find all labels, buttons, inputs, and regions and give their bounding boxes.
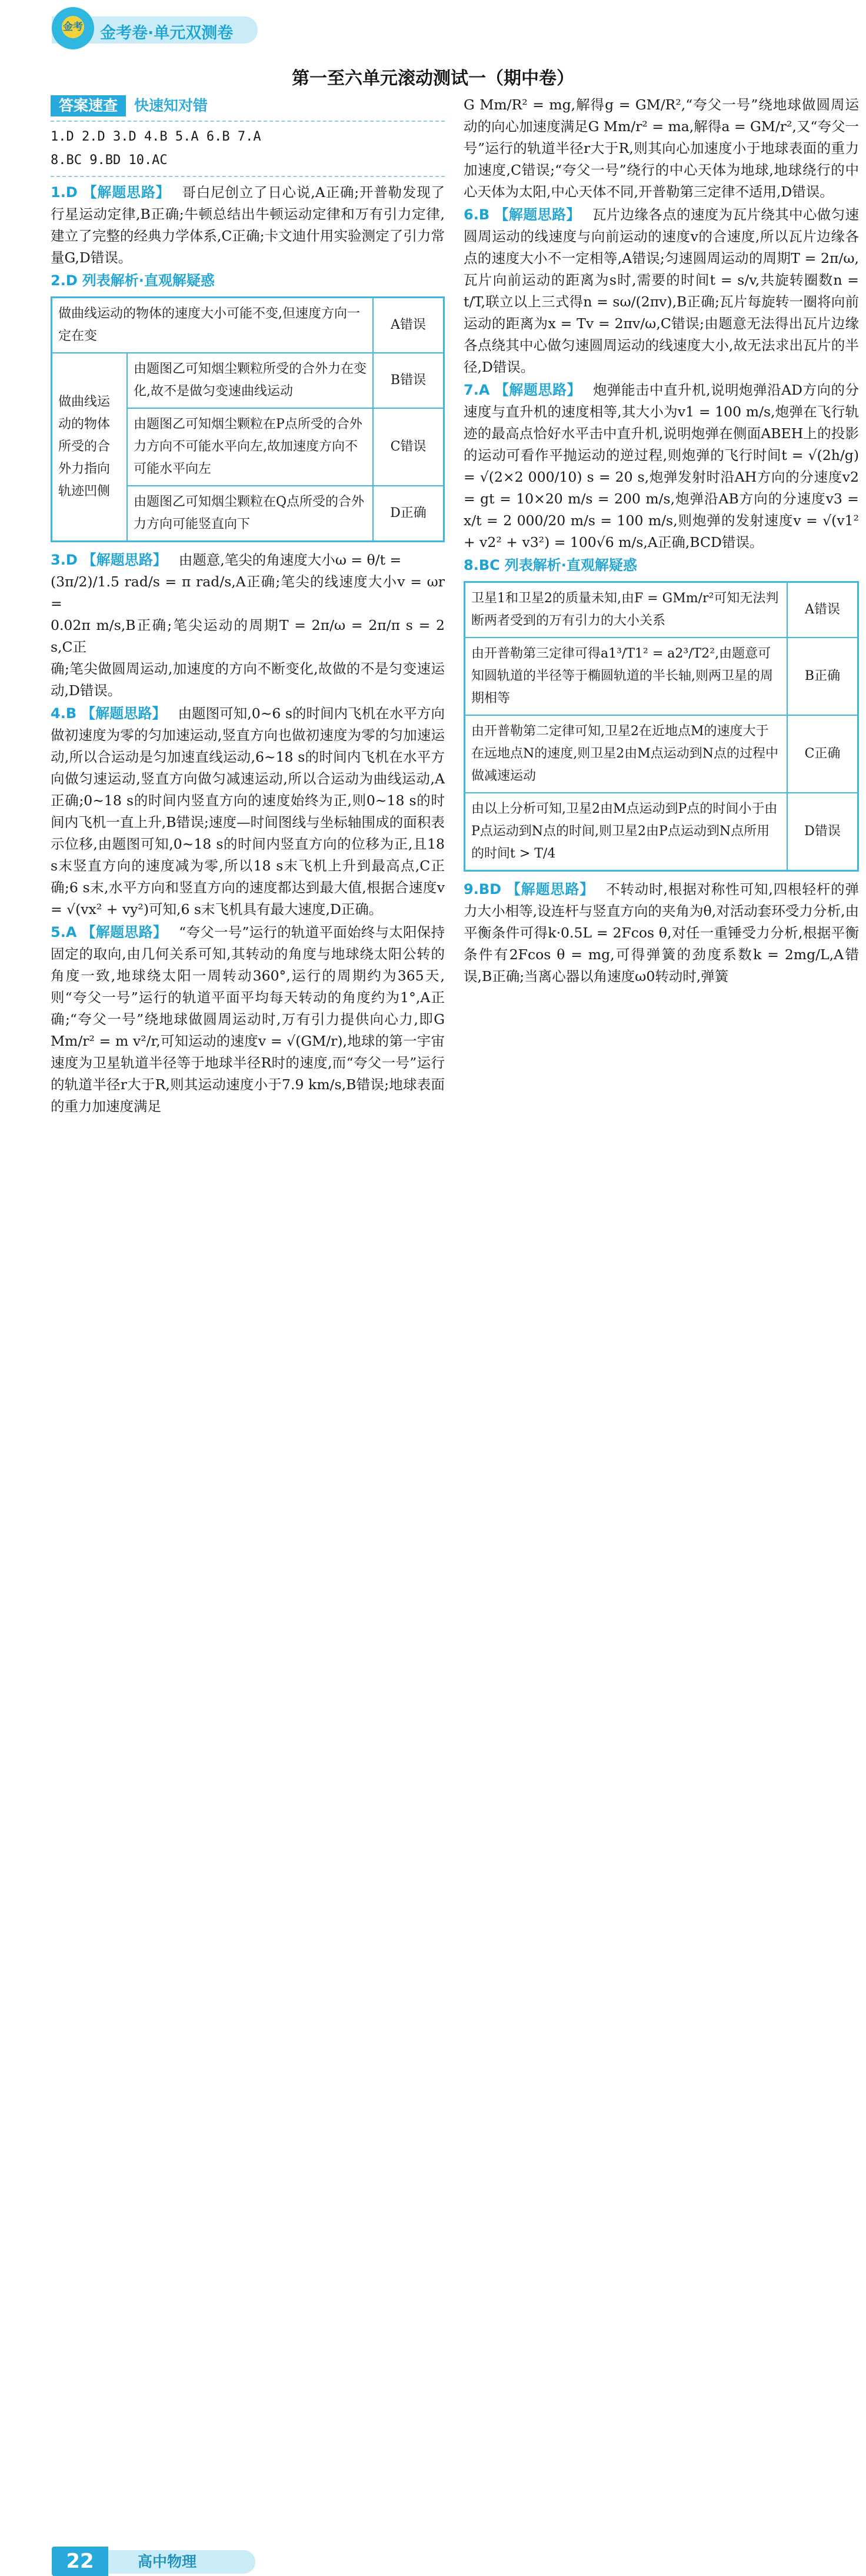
table-row: 由题图乙可知烟尘颗粒在P点所受的合外力方向不可能水平向左,故加速度方向不可能水平向左 C错误 — [52, 408, 444, 486]
header-title: 金考卷·单元双测卷 — [100, 24, 234, 42]
left-column — [51, 94, 445, 1117]
table-row: 由题图乙可知烟尘颗粒在Q点所受的合外力方向可能竖直向下 D正确 — [52, 486, 444, 542]
q8-heading: 8.BC 列表解析·直观解疑惑 — [464, 557, 637, 573]
divider — [51, 176, 445, 177]
q2-table — [51, 296, 445, 542]
answer-check-heading — [51, 94, 445, 117]
brand-logo-icon: 金考 — [52, 7, 94, 49]
q9-answer: 9.BD 【解题思路】 不转动时,根据对称性可知,四根轻杆的弹力大小相等,设连杆与竖直方向的夹角为θ,对活动套环受力分析,由平衡条件可得k·0.5L = 2Fcos θ,对任一重锤受力分析,根据平衡条件有2Fcos θ = mg,可得弹簧的劲度系数k = 2mg/L,A错误,B正确;当离心器以角速度ω0转动时,弹簧 — [464, 881, 859, 985]
table-row: 做曲线运动的物体的速度大小可能不变,但速度方向一定在变 A错误 — [52, 298, 444, 353]
page-number: 22 — [52, 2547, 108, 2576]
right-column — [464, 94, 859, 987]
q8-table — [464, 581, 859, 872]
q7-answer: 7.A 【解题思路】 炮弹能击中直升机,说明炮弹沿AD方向的分速度与直升机的速度相等,其大小为v1 = 100 m/s,炮弹在飞行轨迹的最高点恰好水平击中直升机,说明炮弹在侧面ABEH上的投影的运动可看作平抛运动的逆过程,则炮弹的飞行时间t = √(2h/g) = √(2×2 000/10) s = 20 s,炮弹发射时沿AH方向的分速度v2 = gt = 10×20 m/s = 200 m/s,炮弹沿AB方向的分速度v3 = x/t = 2 000/20 m/s = 100 m/s,则炮弹的发射速度v = √(v1² + v2² + v3²) = 100√6 m/s,A正确,BCD错误。 — [464, 382, 859, 550]
answer-check-subtitle: 快速知对错 — [134, 97, 208, 114]
q6-answer: 6.B 【解题思路】 瓦片边缘各点的速度为瓦片绕其中心做匀速圆周运动的线速度与向前运动的速度v的合速度,所以瓦片边缘各点的速度大小不一定相等,A错误;匀速圆周运动的周期T = 2π/ω,瓦片向前运动的距离为s时,需要的时间t = s/v,共旋转圈数n = t/T,联立以上三式得n = sω/(2πv),B正确;瓦片每旋转一圈将向前运动的距离为x = Tv = 2πv/ω,C错误;由题意无法得出瓦片边缘各点绕其中心做匀速圆周运动的线速度大小,故无法求出瓦片的半径,D错误。 — [464, 206, 860, 375]
q3-answer: 3.D 【解题思路】 由题意,笔尖的角速度大小ω = θ/t = (3π/2)/1.5 rad/s = π rad/s,A正确;笔尖的线速度大小v = ωr = 0.02π m/s,B正确;笔尖运动的周期T = 2π/ω = 2π/π s = 2 s,C正 确;笔尖做圆周运动,加速度的方向不断变化,故做的不是匀变速运动,D错误。 — [51, 552, 445, 699]
table-row: 做曲线运动的物体所受的合外力指向轨迹凹侧 由题图乙可知烟尘颗粒所受的合外力在变化,故不是做匀变速曲线运动 B错误 — [52, 353, 444, 408]
table-row: 由开普勒第三定律可得a1³/T1² = a2³/T2²,由题意可知圆轨道的半径等于椭圆轨道的半长轴,则两卫星的周期相等 B正确 — [465, 638, 858, 715]
q5-answer: 5.A 【解题思路】 “夸父一号”运行的轨道平面始终与太阳保持固定的取向,由几何关系可知,其转动的角度与地球绕太阳公转的角度一致,地球绕太阳一周转动360°,运行的周期约为365天,则“夸父一号”运行的轨道平面平均每天转动的角度约为1°,A正确;“夸父一号”绕地球做圆周运动时,万有引力提供向心力,即G Mm/r² = m v²/r,可知运动的速度v = √(GM/r),地球的第一宇宙速度为卫星轨道半径等于地球半径R时的速度,而“夸父一号”运行的轨道半径r大于R,则其运动速度小于7.9 km/s,B错误;地球表面的重力加速度满足 — [51, 924, 445, 1115]
page-header — [0, 0, 866, 65]
table-row: 由开普勒第二定律可知,卫星2在近地点M的速度大于在远地点N的速度,则卫星2由M点运动到N点的过程中做减速运动 C正确 — [465, 715, 858, 793]
page-footer — [0, 1270, 866, 2573]
table-row: 卫星1和卫星2的质量未知,由F = GMm/r²可知无法判断两者受到的万有引力的大小关系 A错误 — [465, 582, 858, 638]
answer-line-1: 1.D 2.D 3.D 4.B 5.A 6.B 7.A — [51, 129, 261, 144]
answer-line-2: 8.BC 9.BD 10.AC — [51, 153, 168, 168]
subject-label: 高中物理 — [108, 2550, 255, 2574]
q1-answer: 1.D 【解题思路】 哥白尼创立了日心说,A正确;开普勒发现了行星运动定律,B正确;牛顿总结出牛顿运动定律和万有引力定律,建立了完整的经典力学体系,C正确;卡文迪什用实验测定了引力常量G,D错误。 — [51, 184, 445, 266]
page-title: 第一至六单元滚动测试一（期中卷） — [292, 68, 574, 89]
answer-check-tag: 答案速查 — [51, 95, 126, 116]
q5-continued: G Mm/R² = mg,解得g = GM/R²,“夸父一号”绕地球做圆周运动的向心加速度满足G Mm/r² = ma,解得a = GM/r²,又“夸父一号”运行的轨道半径r大于R,则其向心加速度小于地球表面的重力加速度,C错误;“夸父一号”绕行的中心天体为地球,地球绕行的中心天体为太阳,中心天体不同,开普勒第三定律不适用,D错误。 — [464, 96, 859, 200]
q2-heading: 2.D 列表解析·直观解疑惑 — [51, 272, 215, 289]
q4-answer: 4.B 【解题思路】 由题图可知,0~6 s的时间内飞机在水平方向做初速度为零的匀加速运动,竖直方向也做初速度为零的匀加速运动,所以合运动是匀加速直线运动,6~18 s的时间内飞机在水平方向做匀速运动,竖直方向做匀减速运动,所以合运动为曲线运动,A正确;0~18 s的时间内竖直方向的速度始终为正,则0~18 s的时间内飞机一直上升,B错误;速度—时间图线与坐标轴围成的面积表示位移,由题图可知,0~18 s的时间内竖直方向的位移为正,且18 s末竖直方向的速度减为零,所以18 s末飞机上升到最高点,C正确;6 s末,水平方向和竖直方向的速度都达到最大值,根据合速度v = √(vx² + vy²)可知,6 s末飞机具有最大速度,D正确。 — [51, 705, 445, 917]
table-row: 由以上分析可知,卫星2由M点运动到P点的时间小于由P点运动到N点的时间,则卫星2由P点运动到N点所用的时间t > T/4 D错误 — [465, 793, 858, 871]
divider — [51, 121, 445, 122]
